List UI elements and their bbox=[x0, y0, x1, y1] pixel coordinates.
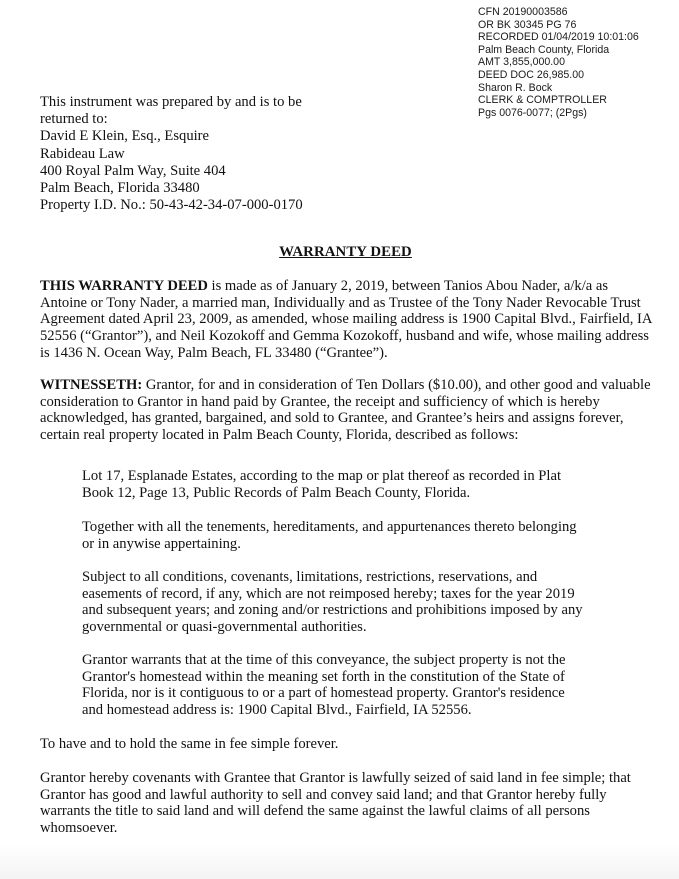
homestead-paragraph bbox=[82, 652, 565, 719]
witnesseth-line: consideration to Grantor in hand paid by Grantee, the receipt and sufficiency of which is hereby bbox=[40, 393, 600, 410]
intro-line: 52556 (“Grantor”), and Neil Kozokoff and Gemma Kozokoff, husband and wife, whose mailing address bbox=[40, 328, 649, 345]
covenant-paragraph bbox=[40, 770, 631, 837]
prepared-by-line: This instrument was prepared by and is to be bbox=[40, 94, 302, 110]
habendum-paragraph bbox=[40, 736, 338, 753]
intro-line: is 1436 N. Ocean Way, Palm Beach, FL 33480 (“Grantee”). bbox=[40, 344, 388, 361]
preparer-city: Palm Beach, Florida 33480 bbox=[40, 180, 200, 197]
together-with-line: Together with all the tenements, hereditaments, and appurtenances thereto belonging bbox=[82, 519, 577, 535]
stamp-line: RECORDED 01/04/2019 10:01:06 bbox=[478, 31, 639, 44]
legal-description-line: Book 12, Page 13, Public Records of Palm Beach County, Florida. bbox=[82, 484, 471, 501]
witnesseth-lead: WITNESSETH: bbox=[40, 377, 143, 393]
preparer-name: David E Klein, Esq., Esquire bbox=[40, 128, 210, 145]
stamp-line: CLERK & COMPTROLLER bbox=[478, 94, 607, 107]
covenant-line: warrants the title to said land and will defend the same against the lawful claims of all persons bbox=[40, 803, 590, 820]
habendum-line: To have and to hold the same in fee simple forever. bbox=[40, 736, 339, 752]
intro-line: is made as of January 2, 2019, between Tanios Abou Nader, a/k/a as bbox=[207, 278, 609, 294]
prepared-by-line: returned to: bbox=[40, 111, 108, 128]
intro-line: Antoine or Tony Nader, a married man, Individually and as Trustee of the Tony Nader Revocable Trust bbox=[40, 294, 641, 311]
preparer-street: 400 Royal Palm Way, Suite 404 bbox=[40, 162, 226, 179]
covenant-line: whomsoever. bbox=[40, 820, 118, 837]
intro-lead: THIS WARRANTY DEED bbox=[40, 278, 208, 294]
witnesseth-line: acknowledged, has granted, bargained, and sold to Grantee, and Grantee’s heirs and assigns forever, bbox=[40, 410, 624, 427]
property-id: Property I.D. No.: 50-43-42-34-07-000-0170 bbox=[40, 197, 303, 214]
homestead-line: Grantor warrants that at the time of this conveyance, the subject property is not the bbox=[82, 652, 566, 668]
covenant-line: Grantor has good and lawful authority to sell and convey said land; and that Grantor hereby fully bbox=[40, 786, 607, 803]
stamp-line: Sharon R. Bock bbox=[478, 81, 553, 94]
covenant-line: Grantor hereby covenants with Grantee that Grantor is lawfully seized of said land in fee simple; that bbox=[40, 770, 631, 786]
homestead-line: and homestead address is: 1900 Capital Blvd., Fairfield, IA 52556. bbox=[82, 702, 472, 719]
stamp-line: Palm Beach County, Florida bbox=[478, 43, 610, 56]
subject-to-line: easements of record, if any, which are not reimposed hereby; taxes for the year 2019 bbox=[82, 585, 575, 602]
intro-line: Agreement dated April 23, 2009, as amended, whose mailing address is 1900 Capital Blvd., Fairfield, IA bbox=[40, 311, 653, 328]
stamp-line: OR BK 30345 PG 76 bbox=[478, 18, 577, 31]
subject-to-line: governmental or quasi-governmental authorities. bbox=[82, 619, 367, 636]
subject-to-line: Subject to all conditions, covenants, limitations, restrictions, reservations, and bbox=[82, 569, 538, 585]
witnesseth-paragraph bbox=[40, 377, 651, 444]
witnesseth-line: Grantor, for and in consideration of Ten Dollars ($10.00), and other good and valuable bbox=[142, 377, 651, 393]
intro-paragraph bbox=[40, 278, 652, 362]
legal-description-line: Lot 17, Esplanade Estates, according to the map or plat thereof as recorded in Plat bbox=[82, 468, 561, 484]
stamp-line: CFN 20190003586 bbox=[478, 6, 568, 18]
stamp-line: DEED DOC 26,985.00 bbox=[478, 68, 584, 81]
homestead-line: Florida, nor is it contiguous to or a part of homestead property. Grantor's residence bbox=[82, 685, 565, 702]
homestead-line: Grantor's homestead within the meaning set forth in the constitution of the State of bbox=[82, 668, 565, 685]
subject-to-line: and subsequent years; and zoning and/or restrictions and prohibitions imposed by any bbox=[82, 602, 583, 619]
prepared-by-block bbox=[40, 94, 303, 214]
recording-stamp bbox=[478, 6, 639, 119]
together-with-line: or in anywise appertaining. bbox=[82, 535, 241, 552]
document-title-text: WARRANTY DEED bbox=[279, 244, 412, 260]
document-title bbox=[0, 244, 679, 261]
stamp-line: AMT 3,855,000.00 bbox=[478, 56, 565, 69]
witnesseth-line: certain real property located in Palm Beach County, Florida, described as follows: bbox=[40, 427, 519, 444]
subject-to-paragraph bbox=[82, 569, 583, 636]
stamp-line: Pgs 0076-0077; (2Pgs) bbox=[478, 106, 587, 119]
legal-description-paragraph bbox=[82, 468, 561, 501]
together-with-paragraph bbox=[82, 519, 577, 552]
preparer-firm: Rabideau Law bbox=[40, 145, 125, 162]
